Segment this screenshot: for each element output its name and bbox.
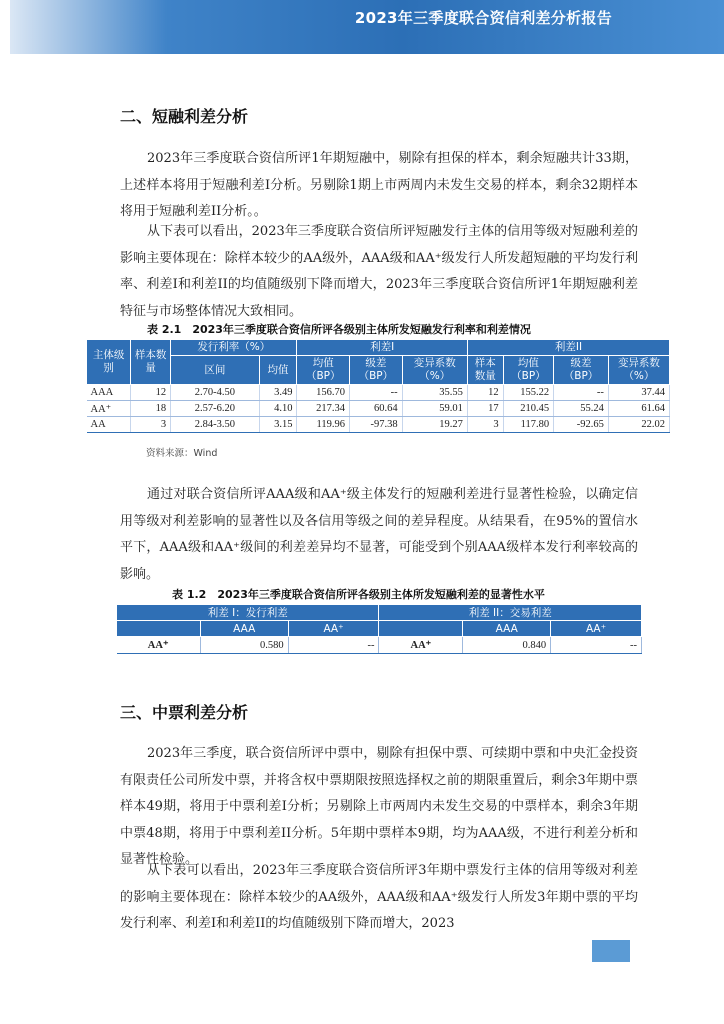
table-row — [87, 401, 670, 417]
cell-g2-aap: -- — [551, 637, 642, 654]
header-count: 样本数量 — [131, 340, 171, 385]
cell-mean: 3.15 — [259, 417, 297, 433]
cell-s1-cv: 19.27 — [402, 417, 467, 433]
header-mean: 均值 — [259, 356, 297, 385]
cell-s2-mean: 117.80 — [503, 417, 554, 433]
cell-s1-mean: 119.96 — [297, 417, 350, 433]
cell-grade: AA⁺ — [87, 401, 131, 417]
cell-s2-count: 3 — [467, 417, 503, 433]
cell-count: 18 — [131, 401, 171, 417]
cell-mean: 3.49 — [259, 385, 297, 401]
header-s1-cv: 变异系数（%） — [402, 356, 467, 385]
header-range: 区间 — [171, 356, 259, 385]
header-s1-mean: 均值（BP） — [297, 356, 350, 385]
table-significance — [116, 604, 642, 654]
header-s2-count: 样本数量 — [467, 356, 503, 385]
paragraph-short-term-1: 2023年三季度联合资信所评1年期短融中，剔除有担保的样本，剩余短融共计33期，上述样本将用于短融利差I分析。另剔除1期上市两周内未发生交易的样本，剩余32期样本将用于短融利差II分析。。 — [120, 151, 638, 219]
header-banner — [10, 0, 724, 54]
table-row — [117, 637, 642, 654]
cell-range: 2.70-4.50 — [171, 385, 259, 401]
cell-s1-cv: 59.01 — [402, 401, 467, 417]
header-s2-mean: 均值（BP） — [503, 356, 554, 385]
header-group-spread-2: 利差 II：交易利差 — [379, 605, 642, 621]
cell-s2-mean: 155.22 — [503, 385, 554, 401]
cell-s1-mean: 156.70 — [297, 385, 350, 401]
section-heading-mid-term: 三、中票利差分析 — [120, 703, 249, 722]
cell-s2-count: 12 — [467, 385, 503, 401]
cell-grade: AAA — [87, 385, 131, 401]
paragraph-mid-term-1: 2023年三季度，联合资信所评中票中，剔除有担保中票、可续期中票和中央汇金投资有限责任公司所发中票，并将含权中票期限按照选择权之前的期限重置后，剩余3年期中票样本49期，将用于中票利差I分析；另剔除上市两周内未发生交易的中票样本，剩余3年期中票48期，将用于中票利差II分析。5年期中票样本9期，均为AAA级，不进行利差分析和显著性检验。 — [120, 746, 638, 867]
table-row — [87, 417, 670, 433]
cell-mean: 4.10 — [259, 401, 297, 417]
cell-s2-diff: -92.65 — [554, 417, 609, 433]
cell-range: 2.57-6.20 — [171, 401, 259, 417]
header-grade: 主体级别 — [87, 340, 131, 385]
cell-g1-aaa: 0.580 — [200, 637, 288, 654]
page-number-box — [592, 940, 630, 962]
table1-caption: 表 2.1 2023年三季度联合资信所评各级别主体所发短融发行利率和利差情况 — [147, 323, 531, 336]
table-row — [87, 385, 670, 401]
paragraph-short-term-2: 从下表可以看出，2023年三季度联合资信所评短融发行主体的信用等级对短融利差的影响主要体现在：除样本较少的AA级外，AAA级和AA⁺级发行人所发超短融的平均发行利率、利差I和利差II的均值随级别下降而增大，2023年三季度联合资信所评1年期短融利差特征与市场整体情况大致相同。 — [120, 224, 638, 319]
header-issue-rate: 发行利率（%） — [171, 340, 297, 356]
cell-g2-aaa: 0.840 — [463, 637, 551, 654]
header-group-spread-1: 利差 I：发行利差 — [117, 605, 379, 621]
cell-s2-mean: 210.45 — [503, 401, 554, 417]
header-g2-aap: AA⁺ — [551, 621, 642, 637]
cell-s2-cv: 22.02 — [608, 417, 669, 433]
cell-s2-cv: 61.64 — [608, 401, 669, 417]
cell-count: 3 — [131, 417, 171, 433]
header-spread-1: 利差I — [297, 340, 467, 356]
table2-caption: 表 1.2 2023年三季度联合资信所评各级别主体所发短融利差的显著性水平 — [172, 588, 545, 601]
cell-s2-diff: -- — [554, 385, 609, 401]
header-g1-aaa: AAA — [200, 621, 288, 637]
paragraph-short-term-3: 通过对联合资信所评AAA级和AA⁺级主体发行的短融利差进行显著性检验，以确定信用等级对利差影响的显著性以及各信用等级之间的差异程度。从结果看，在95%的置信水平下，AAA级和AA⁺级间的利差差异均不显著，可能受到个别AAA级样本发行利率较高的影响。 — [120, 487, 638, 582]
table-short-term-spreads — [86, 339, 670, 433]
cell-s1-diff: -- — [350, 385, 403, 401]
cell-s2-cv: 37.44 — [608, 385, 669, 401]
cell-s2-diff: 55.24 — [554, 401, 609, 417]
cell-grade: AA — [87, 417, 131, 433]
cell-range: 2.84-3.50 — [171, 417, 259, 433]
section-heading-short-term: 二、短融利差分析 — [120, 107, 249, 126]
cell-s2-count: 17 — [467, 401, 503, 417]
cell-count: 12 — [131, 385, 171, 401]
table1-source: 资料来源：Wind — [146, 448, 218, 459]
cell-s1-cv: 35.55 — [402, 385, 467, 401]
paragraph-mid-term-2: 从下表可以看出，2023年三季度联合资信所评3年期中票发行主体的信用等级对利差的影响主要体现在：除样本较少的AA级外，AAA级和AA⁺级发行人所发3年期中票的平均发行利率、利差I和利差II的均值随级别下降而增大，2023 — [120, 863, 638, 931]
cell-s1-diff: -97.38 — [350, 417, 403, 433]
header-s2-diff: 级差（BP） — [554, 356, 609, 385]
cell-row-label: AA⁺ — [117, 637, 201, 654]
cell-row-label-2: AA⁺ — [379, 637, 463, 654]
report-title: 2023年三季度联合资信利差分析报告 — [354, 9, 612, 27]
header-g1-aap: AA⁺ — [288, 621, 379, 637]
header-spread-2: 利差II — [467, 340, 669, 356]
cell-s1-diff: 60.64 — [350, 401, 403, 417]
header-s2-cv: 变异系数（%） — [608, 356, 669, 385]
header-s1-diff: 级差（BP） — [350, 356, 403, 385]
cell-s1-mean: 217.34 — [297, 401, 350, 417]
header-g2-aaa: AAA — [463, 621, 551, 637]
cell-g1-aap: -- — [288, 637, 379, 654]
